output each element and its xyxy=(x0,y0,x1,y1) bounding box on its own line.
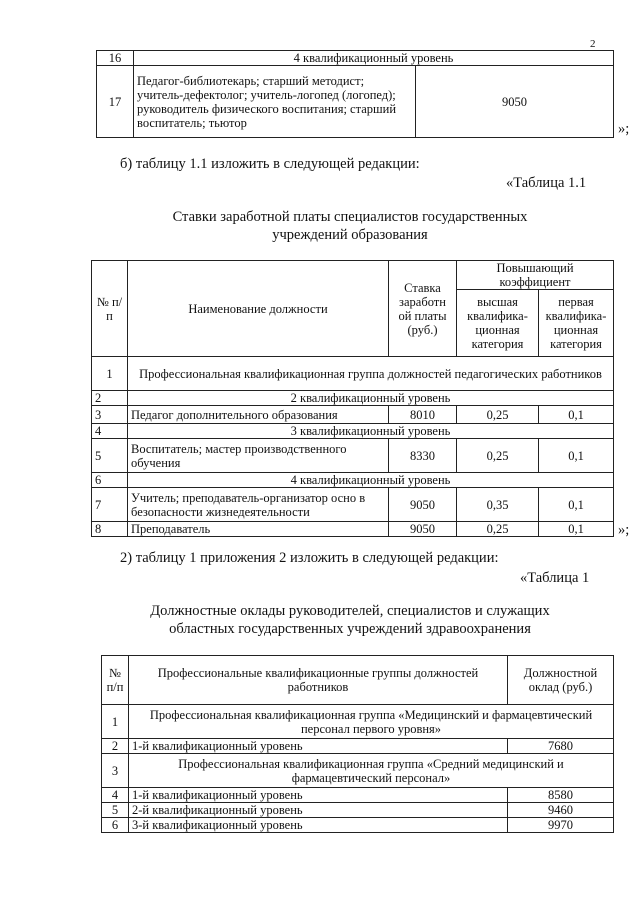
row-number: 2 xyxy=(102,739,129,754)
header-first-category: первая квалифика-ционная категория xyxy=(539,290,614,357)
row-number: 3 xyxy=(92,406,128,424)
table-header-row xyxy=(92,261,614,290)
table-end-mark: »; xyxy=(618,522,630,538)
table-row xyxy=(102,705,614,739)
row-number: 4 xyxy=(102,788,129,803)
level-cell: 2-й квалификационный уровень xyxy=(129,803,508,818)
table-header-row xyxy=(102,656,614,705)
first-coef-cell: 0,1 xyxy=(539,439,614,473)
table-row xyxy=(102,788,614,803)
level-cell: 3-й квалификационный уровень xyxy=(129,818,508,833)
paragraph-b: б) таблицу 1.1 изложить в следующей редакции: xyxy=(120,156,420,172)
header-coefficient: Повышающий коэффициент xyxy=(457,261,614,290)
rate-cell: 9050 xyxy=(389,488,457,522)
table-row xyxy=(92,391,614,406)
row-number: 1 xyxy=(92,357,128,391)
level-cell: 3 квалификационный уровень xyxy=(128,424,614,439)
high-coef-cell: 0,35 xyxy=(457,488,539,522)
table-row xyxy=(102,754,614,788)
table-continuation xyxy=(96,50,614,138)
first-coef-cell: 0,1 xyxy=(539,522,614,537)
row-number: 6 xyxy=(102,818,129,833)
rate-cell: 9050 xyxy=(389,522,457,537)
table-row xyxy=(92,473,614,488)
table-row xyxy=(92,357,614,391)
rate-cell: 9050 xyxy=(416,66,614,138)
table-row xyxy=(97,51,614,66)
table-row xyxy=(92,488,614,522)
table-row xyxy=(92,424,614,439)
header-highest-category: высшая квалифика-ционная категория xyxy=(457,290,539,357)
high-coef-cell: 0,25 xyxy=(457,439,539,473)
row-number: 7 xyxy=(92,488,128,522)
header-position: Наименование должности xyxy=(128,261,389,357)
level-cell: 1-й квалификационный уровень xyxy=(129,788,508,803)
row-number: 6 xyxy=(92,473,128,488)
row-number: 8 xyxy=(92,522,128,537)
first-coef-cell: 0,1 xyxy=(539,488,614,522)
table-row xyxy=(102,739,614,754)
position-cell: Педагог дополнительного образования xyxy=(128,406,389,424)
salary-cell: 9460 xyxy=(508,803,614,818)
rate-cell: 8010 xyxy=(389,406,457,424)
table-row xyxy=(102,803,614,818)
header-rate: Ставка заработн ой платы (руб.) xyxy=(389,261,457,357)
row-number: 3 xyxy=(102,754,129,788)
row-number: 17 xyxy=(97,66,134,138)
salary-cell: 9970 xyxy=(508,818,614,833)
level-cell: 4 квалификационный уровень xyxy=(134,51,614,66)
first-coef-cell: 0,1 xyxy=(539,406,614,424)
high-coef-cell: 0,25 xyxy=(457,522,539,537)
level-cell: 2 квалификационный уровень xyxy=(128,391,614,406)
table-1-1 xyxy=(91,260,614,537)
table-row xyxy=(92,522,614,537)
header-group: Профессиональные квалификационные группы должностей работников xyxy=(129,656,508,705)
table-1 xyxy=(101,655,614,833)
group-cell: Профессиональная квалификационная группа «Медицинский и фармацевтический персонал первого уровня» xyxy=(129,705,614,739)
table-title-1-1: Ставки заработной платы специалистов государственных учреждений образования xyxy=(172,209,528,243)
row-number: 2 xyxy=(92,391,128,406)
rate-cell: 8330 xyxy=(389,439,457,473)
position-cell: Преподаватель xyxy=(128,522,389,537)
row-number: 5 xyxy=(92,439,128,473)
high-coef-cell: 0,25 xyxy=(457,406,539,424)
level-cell: 4 квалификационный уровень xyxy=(128,473,614,488)
table-row xyxy=(97,66,614,138)
table-label-1-1: «Таблица 1.1 xyxy=(506,175,587,191)
salary-cell: 7680 xyxy=(508,739,614,754)
row-number: 1 xyxy=(102,705,129,739)
header-number: № п/п xyxy=(92,261,128,357)
table-row xyxy=(92,439,614,473)
table-label-1: «Таблица 1 xyxy=(520,570,590,586)
header-salary: Должностной оклад (руб.) xyxy=(508,656,614,705)
table-row xyxy=(92,406,614,424)
page-number: 2 xyxy=(590,38,596,50)
level-cell: 1-й квалификационный уровень xyxy=(129,739,508,754)
row-number: 16 xyxy=(97,51,134,66)
row-number: 4 xyxy=(92,424,128,439)
group-cell: Профессиональная квалификационная группа «Средний медицинский и фармацевтический персонал» xyxy=(129,754,614,788)
position-cell: Педагог-библиотекарь; старший методист; учитель-дефектолог; учитель-логопед (логопед); руководитель физического воспитания; старший воспитатель; тьютор xyxy=(134,66,416,138)
group-cell: Профессиональная квалификационная группа должностей педагогических работников xyxy=(128,357,614,391)
header-number: № п/п xyxy=(102,656,129,705)
row-number: 5 xyxy=(102,803,129,818)
paragraph-2: 2) таблицу 1 приложения 2 изложить в следующей редакции: xyxy=(120,550,499,566)
position-cell: Учитель; преподаватель-организатор осно в безопасности жизнедеятельности xyxy=(128,488,389,522)
position-cell: Воспитатель; мастер производственного обучения xyxy=(128,439,389,473)
table-title-1: Должностные оклады руководителей, специалистов и служащих областных государственных учреждений здравоохранения xyxy=(150,603,550,637)
salary-cell: 8580 xyxy=(508,788,614,803)
table-end-mark: »; xyxy=(618,121,630,137)
table-row xyxy=(102,818,614,833)
